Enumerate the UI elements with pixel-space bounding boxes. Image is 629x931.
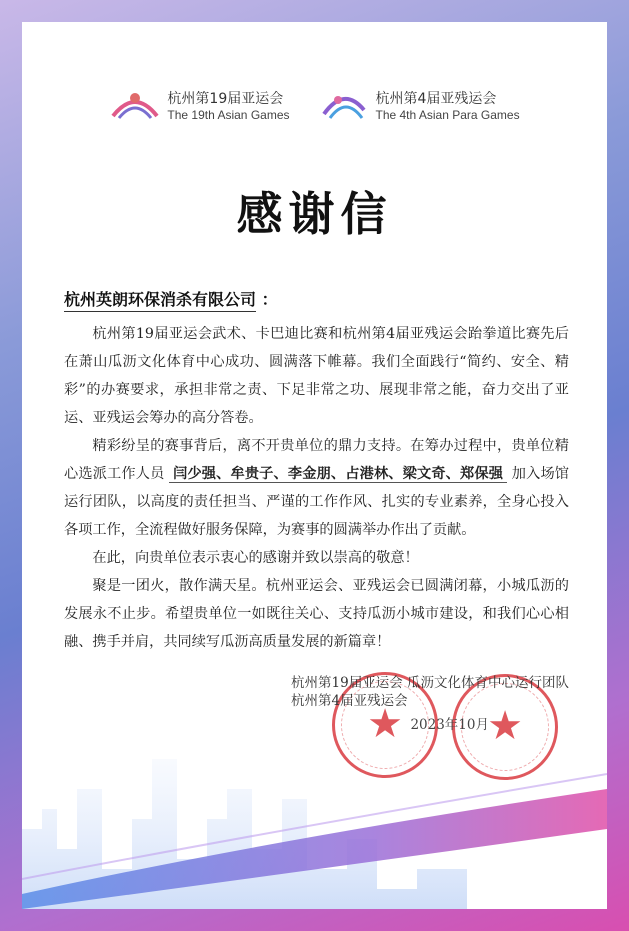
- paragraph: [64, 432, 569, 544]
- signature-line: 杭州第19届亚运会 瓜沥文化体育中心运行团队: [291, 675, 569, 691]
- logo-title-en: The 19th Asian Games: [167, 108, 290, 122]
- salutation: [64, 287, 278, 310]
- letter-content: [64, 320, 569, 734]
- asian-para-games-emblem-icon: [318, 88, 370, 122]
- games-logos: [22, 88, 607, 122]
- letter-title: 感谢信: [236, 187, 393, 241]
- letter-date: 2023年10月: [410, 717, 489, 733]
- paragraph-text: 精彩纷呈的赛事背后，离不开贵单位的鼎力支持。在筹办过程中，贵单位精心选派工作人员: [64, 438, 569, 482]
- logo-title-zh: 杭州第19届亚运会: [167, 91, 284, 107]
- paragraph: 在此，向贵单位表示衷心的感谢并致以崇高的敬意！: [92, 550, 419, 566]
- letter-body: [64, 320, 569, 656]
- salutation-colon: ：: [261, 290, 278, 309]
- asian-games-logo: [109, 88, 289, 122]
- signature-line: 杭州第4届亚残运会: [291, 693, 408, 709]
- logo-title-zh: 杭州第4届亚残运会: [375, 91, 497, 107]
- logo-title-en: The 4th Asian Para Games: [375, 108, 520, 122]
- asian-games-emblem-icon: [109, 88, 161, 122]
- asian-para-games-logo: [318, 88, 520, 122]
- signature: [291, 674, 569, 710]
- star-icon: ★: [367, 701, 403, 747]
- paragraph-text: 加入场馆运行团队，以高度的责任担当、严谨的工作作风、扎实的专业素养，全身心投入各项工作，全流程做好服务保障，为赛事的圆满举办作出了贡献。: [64, 466, 569, 538]
- paragraph: 杭州第19届亚运会武术、卡巴迪比赛和杭州第4届亚残运会跆拳道比赛先后在萧山瓜沥文化体育中心成功、圆满落下帷幕。我们全面践行“简约、安全、精彩”的办赛要求，承担非常之责、下足非常之功、展现非常之能，奋力交出了亚运、亚残运会筹办的高分答卷。: [64, 326, 569, 426]
- star-icon: ★: [487, 703, 523, 749]
- staff-names: 闫少强、牟贵子、李金朋、占港林、梁文奇、郑保强: [169, 466, 507, 483]
- paragraph: 聚是一团火，散作满天星。杭州亚运会、亚残运会已圆满闭幕，小城瓜沥的发展永不止步。希望贵单位一如既往关心、支持瓜沥小城市建设，和我们心心相融、携手并肩，共同续写瓜沥高质量发展的新篇章！: [64, 578, 569, 650]
- recipient-name: 杭州英朗环保消杀有限公司: [64, 290, 256, 312]
